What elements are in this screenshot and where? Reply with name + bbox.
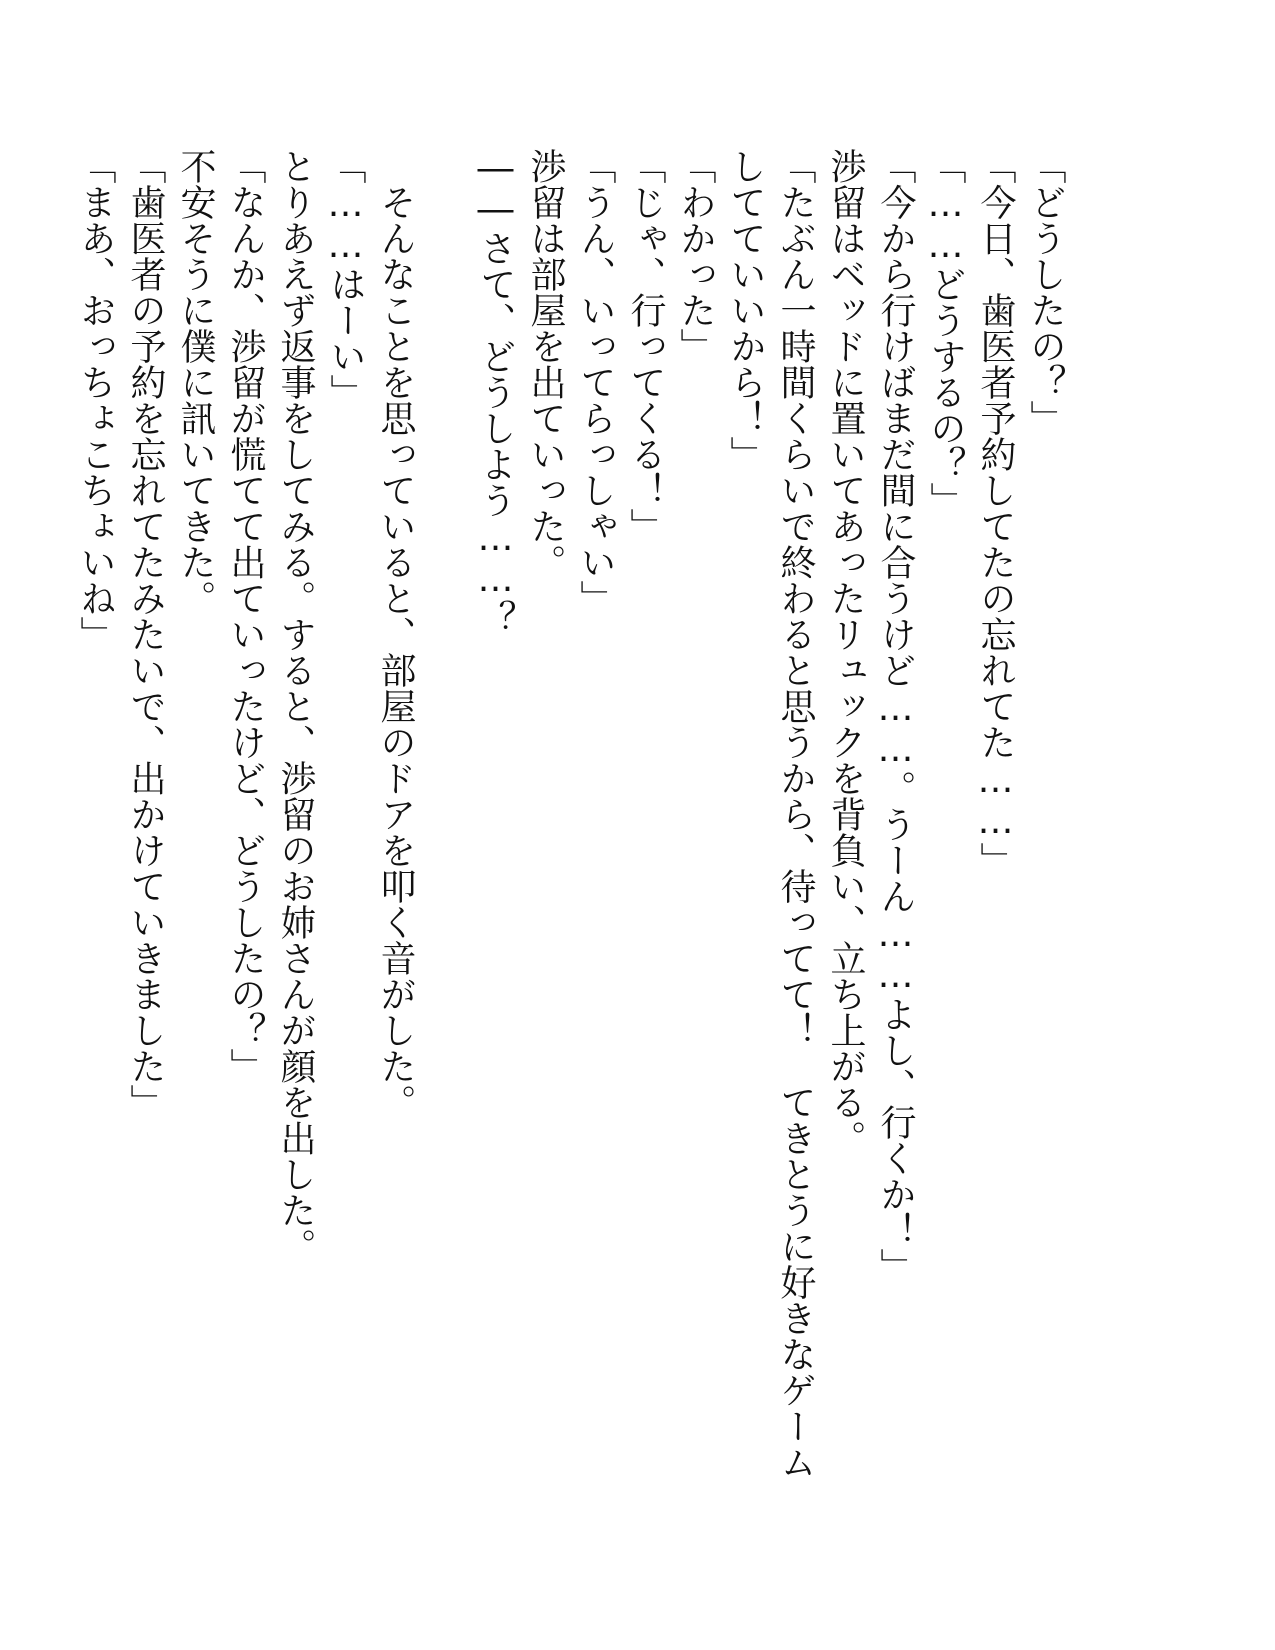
- blank-line: [420, 148, 470, 1488]
- text-line: 「まあ、おっちょこちょいね」: [75, 148, 116, 652]
- text-line: 不安そうに僕に訊いてきた。: [175, 148, 216, 616]
- text-line: ――さて、どうしよう……？: [475, 148, 516, 636]
- text-line: そんなことを思っていると、部屋のドアを叩く音がした。: [375, 148, 416, 1120]
- text-line: 「うん、いってらっしゃい」: [575, 148, 616, 616]
- text-line: とりあえず返事をしてみる。すると、渉留のお姉さんが顔を出した。: [275, 148, 316, 1264]
- text-line: 「たぶん一時間くらいで終わると思うから、待ってて！ てきとうに好きなゲームしてていいから！」: [725, 148, 816, 1480]
- text-line: 「今日、歯医者予約してたの忘れてた……」: [975, 148, 1016, 878]
- text-line: 「じゃ、行ってくる！」: [625, 148, 666, 544]
- text-line: 渉留はベッドに置いてあったリュックを背負い、立ち上がる。: [825, 148, 866, 1156]
- text-line: 「……はーい」: [325, 148, 366, 410]
- text-line: 「今から行けばまだ間に合うけど……。うーん……よし、行くか！」: [875, 148, 916, 1284]
- text-line: 「歯医者の予約を忘れてたみたいで、出かけていきました」: [125, 148, 166, 1120]
- vertical-text-body: [70, 148, 1070, 1488]
- text-line: 「どうしたの？」: [1025, 148, 1066, 436]
- text-line: 「……どうするの？」: [925, 148, 966, 518]
- text-line: 渉留は部屋を出ていった。: [525, 148, 566, 580]
- text-line: 「わかった」: [675, 148, 716, 364]
- text-line: 「なんか、渉留が慌てて出ていったけど、どうしたの？」: [225, 148, 266, 1084]
